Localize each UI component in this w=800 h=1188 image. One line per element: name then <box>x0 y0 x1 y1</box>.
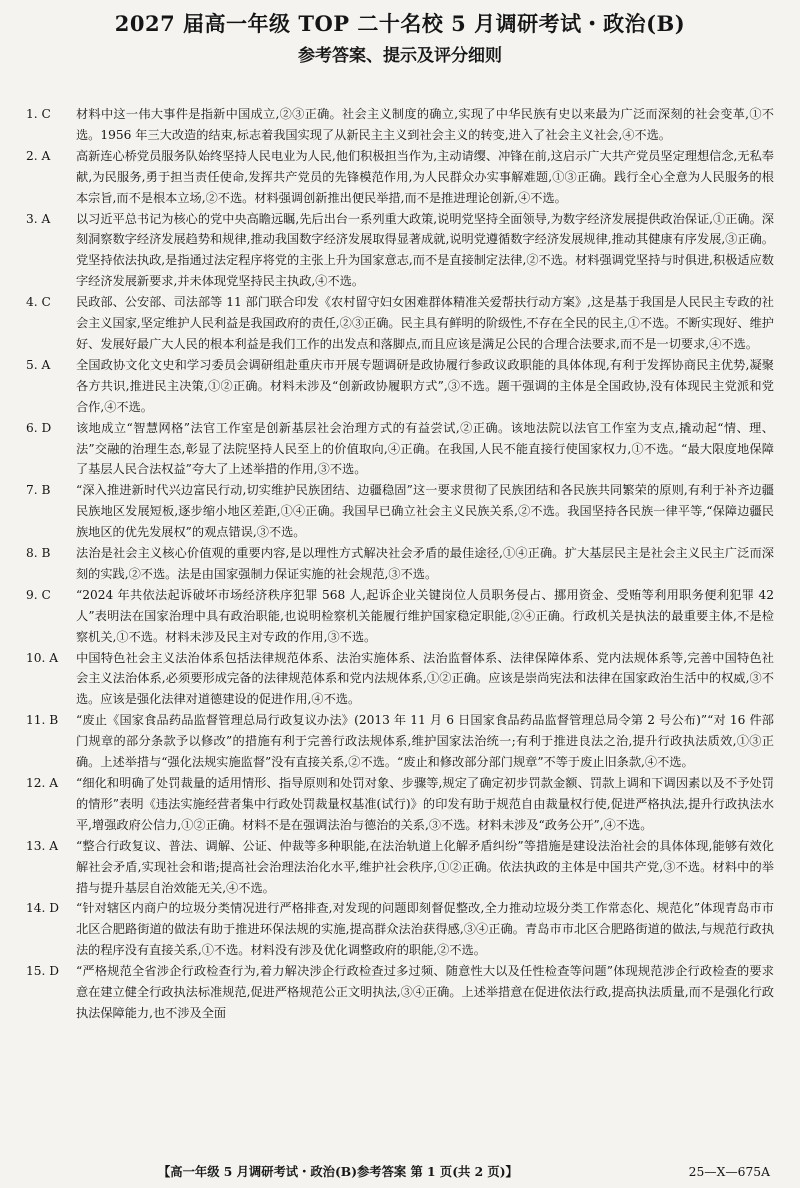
answer-explanation: 中国特色社会主义法治体系包括法律规范体系、法治实施体系、法治监督体系、法律保障体系、党内法规体系等,完善中国特色社会主义法治体系,必须要形成完备的法律规范体系和党内法规体系,①②正确。应该是崇尚宪法和法律在国家政治生活中的权威,③不选。应该是强化法律对道德建设的促进作用,④不选。 <box>76 650 774 707</box>
answer-explanation: “废止《国家食品药品监督管理总局行政复议办法》(2013 年 11 月 6 日国家食品药品监督管理总局令第 2 号公布)”“对 16 件部门规章的部分条款予以修改”的措施有利于完善行政法规体系,维护国家法治统一;有利于推进良法之治,提升行政执法质效,①③正确。上述举措与“强化法规实施监督”没有直接关系,②不选。“废止和修改部分部门规章”不等于废止旧条款,④不选。 <box>76 713 774 770</box>
answer-number: 11. B <box>26 713 59 728</box>
answer-item <box>26 104 774 146</box>
answer-explanation: 法治是社会主义核心价值观的重要内容,是以理性方式解决社会矛盾的最佳途径,①④正确。扩大基层民主是社会主义民主广泛而深刻的实践,②不选。法是由国家强制力保证实施的社会规范,③不选。 <box>76 546 774 581</box>
answer-list <box>26 104 774 1024</box>
answer-number: 2. A <box>26 148 51 163</box>
answer-explanation: 民政部、公安部、司法部等 11 部门联合印发《农村留守妇女困难群体精准关爱帮扶行动方案》,这是基于我国是人民民主专政的社会主义国家,坚定维护人民利益是我国政府的责任,②③正确。民主具有鲜明的阶级性,不存在全民的民主,①不选。不断实现好、维护好、发展好最广大人民的根本利益是我们工作的出发点和落脚点,而且应该是满足公民的合理合法要求,而不是一切要求,④不选。 <box>76 295 774 351</box>
answer-number: 13. A <box>26 838 59 853</box>
answer-explanation: “深入推进新时代兴边富民行动,切实维护民族团结、边疆稳固”这一要求贯彻了民族团结和各民族共同繁荣的原则,有利于补齐边疆民族地区发展短板,逐步缩小地区差距,①④正确。我国早已确立社会主义民族关系,②不选。我国坚持各民族一律平等,“保障边疆民族地区的优先发展权”的观点错误,③不选。 <box>76 483 774 540</box>
answer-item <box>26 585 774 648</box>
answer-number: 12. A <box>26 776 59 790</box>
answer-explanation: “细化和明确了处罚裁量的适用情形、指导原则和处罚对象、步骤等,规定了确定初步罚款金额、罚款上调和下调因素以及不予处罚的情形”表明《违法实施经营者集中行政处罚裁量权基准(试行)》的印发有助于规范自由裁量权行使,促进严格执法,提升行政执法水平,增强政府公信力,①②正确。材料不是在强调法治与德治的关系,③不选。材料未涉及“政务公开”,④不选。 <box>76 776 774 832</box>
answer-item <box>26 209 774 293</box>
answer-number: 9. C <box>26 587 51 602</box>
answer-item <box>26 543 774 585</box>
answer-explanation: “2024 年共依法起诉破坏市场经济秩序犯罪 568 人,起诉企业关键岗位人员职务侵占、挪用资金、受贿等利用职务便利犯罪 42 人”表明法在国家治理中具有政治职能,也说明检察机关能履行维护国家稳定职能,②④正确。行政机关是执法的最重要主体,不是检察机关,①不选。材料未涉及民主对专政的作用,③不选。 <box>76 587 774 644</box>
answer-item <box>26 773 774 836</box>
answer-explanation: 以习近平总书记为核心的党中央高瞻远瞩,先后出台一系列重大政策,说明党坚持全面领导,为数字经济发展提供政治保证,①正确。深刻洞察数字经济发展趋势和规律,推动我国数字经济发展取得显著成就,说明党遵循数字经济发展规律,推动其健康有序发展,③正确。党坚持依法执政,是指通过法定程序将党的主张上升为国家意志,而不是直接制定法律,②不选。材料强调党坚持与时俱进,积极适应数字经济发展新要求,并未体现党坚持民主执政,④不选。 <box>76 211 774 289</box>
answer-item <box>26 355 774 418</box>
answer-item <box>26 648 774 711</box>
answer-number: 1. C <box>26 107 51 121</box>
answer-number: 3. A <box>26 211 51 226</box>
answer-explanation: “针对辖区内商户的垃圾分类情况进行严格排查,对发现的问题即刻督促整改,全力推动垃圾分类工作常态化、规范化”体现青岛市市北区合肥路街道的做法有助于推进环保法规的实施,提高群众法治获得感,③④正确。青岛市市北区合肥路街道的做法,与规范行政执法的程序没有直接关系,①不选。材料没有涉及优化调整政府的职能,②不选。 <box>76 901 774 958</box>
answer-number: 14. D <box>26 901 60 916</box>
answer-item <box>26 836 774 899</box>
answer-explanation: 全国政协文化文史和学习委员会调研组赴重庆市开展专题调研是政协履行参政议政职能的具体体现,有利于发挥协商民主优势,凝聚各方共识,推进民主决策,①②正确。材料未涉及“创新政协履职方式”,③不选。题干强调的主体是全国政协,没有体现民主党派和党合作,④不选。 <box>76 357 774 414</box>
answer-item <box>26 146 774 209</box>
answer-explanation: 材料中这一伟大事件是指新中国成立,②③正确。社会主义制度的确立,实现了中华民族有史以来最为广泛而深刻的社会变革,①不选。1956 年三大改造的结束,标志着我国实现了从新民主主义到社会主义的转变,进入了社会主义社会,④不选。 <box>76 107 774 142</box>
answer-number: 8. B <box>26 546 51 561</box>
footer-page-info: 【高一年级 5 月调研考试・政治(B)参考答案 第 1 页(共 2 页)】 <box>158 1164 518 1179</box>
answer-explanation: “严格规范全省涉企行政检查行为,着力解决涉企行政检查过多过频、随意性大以及任性检查等问题”体现规范涉企行政检查的要求意在建立健全行政执法标准规范,促进严格规范公正文明执法,③④正确。上述举措意在促进依法行政,提高执法质量,而不是强化行政执法保障能力,也不涉及全面 <box>76 964 774 1020</box>
answer-item <box>26 898 774 961</box>
answer-number: 4. C <box>26 295 51 310</box>
answer-number: 6. D <box>26 420 52 435</box>
answer-explanation: 高新连心桥党员服务队始终坚持人民电业为人民,他们积极担当作为,主动请缨、冲锋在前,这启示广大共产党员坚定理想信念,无私奉献,为民服务,勇于担当责任使命,发挥共产党员的先锋模范作用,为人民群众办实事解难题,①③正确。践行全心全意为人民服务的根本宗旨,而不是根本立场,②不选。材料强调创新推出便民举措,而不是推进理论创新,④不选。 <box>76 148 774 205</box>
answer-number: 10. A <box>26 650 59 665</box>
answer-item <box>26 292 774 355</box>
answer-item <box>26 480 774 543</box>
page-subtitle: 参考答案、提示及评分细则 <box>298 46 502 66</box>
answer-item <box>26 418 774 481</box>
page-header <box>0 0 800 68</box>
answer-number: 5. A <box>26 357 51 372</box>
answer-number: 15. D <box>26 964 60 979</box>
page-title: 2027 届高一年级 TOP 二十名校 5 月调研考试・政治(B) <box>114 11 686 36</box>
answer-explanation: 该地成立“智慧网格”法官工作室是创新基层社会治理方式的有益尝试,②正确。该地法院以法官工作室为支点,撬动起“情、理、法”交融的治理生态,彰显了法院坚持人民至上的价值取向,④正确。在我国,人民不能直接行使国家权力,①不选。“最大限度地保障了基层人民合法权益”夸大了上述举措的作用,③不选。 <box>76 420 774 477</box>
answer-item <box>26 710 774 773</box>
footer-exam-code: 25—X—675A <box>688 1165 770 1179</box>
answer-explanation: “整合行政复议、普法、调解、公证、仲裁等多种职能,在法治轨道上化解矛盾纠纷”等措施是建设法治社会的具体体现,能够有效化解社会矛盾,实现社会和谐;提高社会治理法治化水平,维护社会秩序,①②正确。依法执政的主体是中国共产党,③不选。材料中的举措与提升基层自治效能无关,④不选。 <box>76 838 774 895</box>
answer-item <box>26 961 774 1024</box>
answer-number: 7. B <box>26 483 51 498</box>
